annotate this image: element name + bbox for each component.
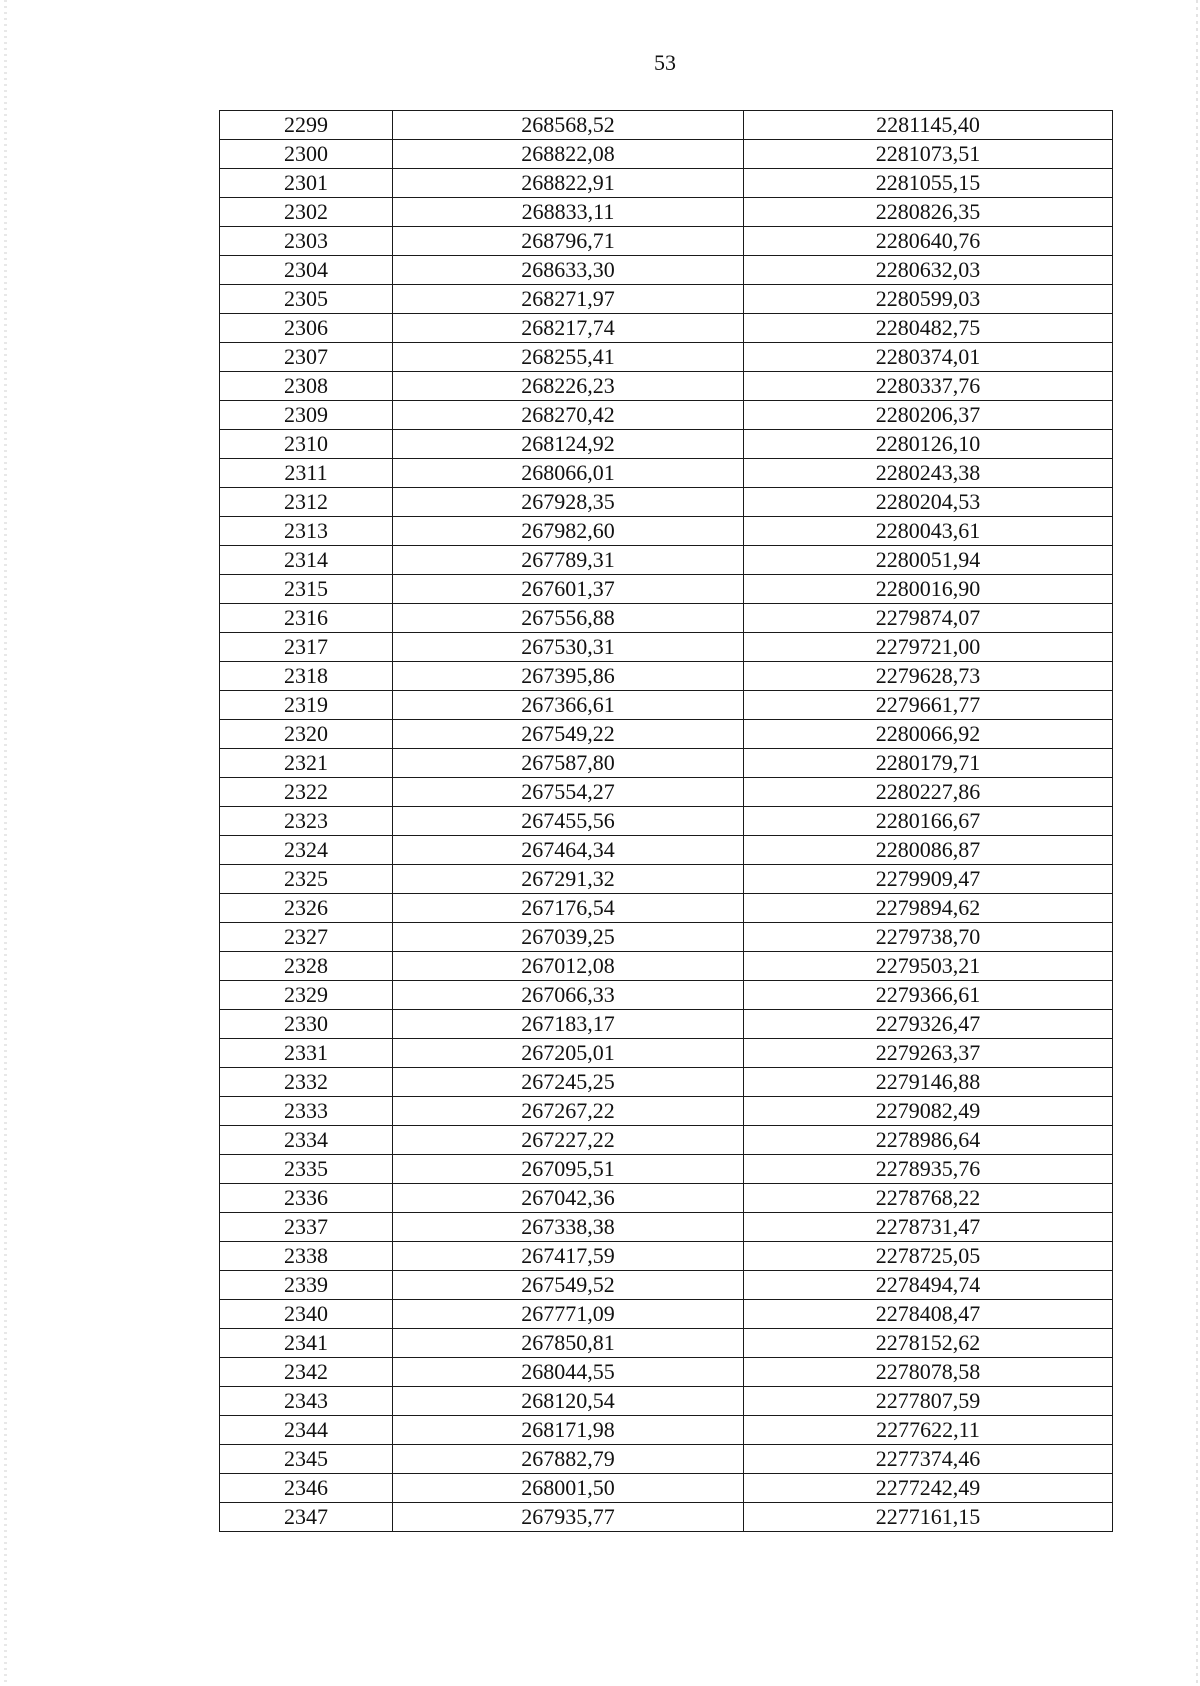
x-coordinate-cell: 268833,11 [393,198,744,227]
point-number-cell: 2317 [220,633,393,662]
table-row [220,459,1113,488]
x-coordinate-cell: 267095,51 [393,1155,744,1184]
y-coordinate-cell: 2279909,47 [744,865,1113,894]
x-coordinate-cell: 267245,25 [393,1068,744,1097]
point-number-cell: 2303 [220,227,393,256]
x-coordinate-cell: 267850,81 [393,1329,744,1358]
y-coordinate-cell: 2280640,76 [744,227,1113,256]
x-coordinate-cell: 267455,56 [393,807,744,836]
x-coordinate-cell: 267601,37 [393,575,744,604]
y-coordinate-cell: 2278408,47 [744,1300,1113,1329]
table-row [220,865,1113,894]
table-row [220,1039,1113,1068]
table-row [220,488,1113,517]
table-row [220,1010,1113,1039]
table-row [220,1213,1113,1242]
table-row [220,778,1113,807]
point-number-cell: 2325 [220,865,393,894]
point-number-cell: 2301 [220,169,393,198]
point-number-cell: 2308 [220,372,393,401]
y-coordinate-cell: 2280126,10 [744,430,1113,459]
table-row [220,923,1113,952]
point-number-cell: 2300 [220,140,393,169]
y-coordinate-cell: 2277622,11 [744,1416,1113,1445]
point-number-cell: 2312 [220,488,393,517]
y-coordinate-cell: 2280227,86 [744,778,1113,807]
x-coordinate-cell: 267982,60 [393,517,744,546]
y-coordinate-cell: 2278768,22 [744,1184,1113,1213]
point-number-cell: 2342 [220,1358,393,1387]
point-number-cell: 2336 [220,1184,393,1213]
point-number-cell: 2324 [220,836,393,865]
table-row [220,111,1113,140]
x-coordinate-cell: 267291,32 [393,865,744,894]
x-coordinate-cell: 267464,34 [393,836,744,865]
point-number-cell: 2307 [220,343,393,372]
x-coordinate-cell: 268124,92 [393,430,744,459]
point-number-cell: 2318 [220,662,393,691]
y-coordinate-cell: 2280051,94 [744,546,1113,575]
x-coordinate-cell: 268822,08 [393,140,744,169]
point-number-cell: 2313 [220,517,393,546]
y-coordinate-cell: 2281055,15 [744,169,1113,198]
x-coordinate-cell: 268171,98 [393,1416,744,1445]
y-coordinate-cell: 2277807,59 [744,1387,1113,1416]
table-row [220,169,1113,198]
table-row [220,140,1113,169]
y-coordinate-cell: 2279738,70 [744,923,1113,952]
point-number-cell: 2311 [220,459,393,488]
y-coordinate-cell: 2279263,37 [744,1039,1113,1068]
x-coordinate-cell: 268633,30 [393,256,744,285]
y-coordinate-cell: 2279503,21 [744,952,1113,981]
y-coordinate-cell: 2279366,61 [744,981,1113,1010]
x-coordinate-cell: 267556,88 [393,604,744,633]
x-coordinate-cell: 267395,86 [393,662,744,691]
x-coordinate-cell: 267587,80 [393,749,744,778]
point-number-cell: 2335 [220,1155,393,1184]
page-number: 53 [654,50,676,75]
x-coordinate-cell: 267012,08 [393,952,744,981]
y-coordinate-cell: 2279326,47 [744,1010,1113,1039]
point-number-cell: 2341 [220,1329,393,1358]
y-coordinate-cell: 2278731,47 [744,1213,1113,1242]
table-row [220,546,1113,575]
point-number-cell: 2329 [220,981,393,1010]
y-coordinate-cell: 2279146,88 [744,1068,1113,1097]
table-row [220,1300,1113,1329]
table-row [220,343,1113,372]
table-row [220,807,1113,836]
y-coordinate-cell: 2280374,01 [744,343,1113,372]
x-coordinate-cell: 268226,23 [393,372,744,401]
scan-edge-left [4,0,7,1686]
point-number-cell: 2338 [220,1242,393,1271]
x-coordinate-cell: 267771,09 [393,1300,744,1329]
y-coordinate-cell: 2280632,03 [744,256,1113,285]
y-coordinate-cell: 2278152,62 [744,1329,1113,1358]
scan-edge-right [1196,0,1198,1686]
point-number-cell: 2299 [220,111,393,140]
table-row [220,1184,1113,1213]
y-coordinate-cell: 2278986,64 [744,1126,1113,1155]
table-row [220,1097,1113,1126]
y-coordinate-cell: 2277374,46 [744,1445,1113,1474]
table-row [220,662,1113,691]
point-number-cell: 2326 [220,894,393,923]
point-number-cell: 2343 [220,1387,393,1416]
point-number-cell: 2309 [220,401,393,430]
x-coordinate-cell: 268120,54 [393,1387,744,1416]
x-coordinate-cell: 268255,41 [393,343,744,372]
table-row [220,1155,1113,1184]
x-coordinate-cell: 267554,27 [393,778,744,807]
point-number-cell: 2339 [220,1271,393,1300]
table-row [220,401,1113,430]
x-coordinate-cell: 267176,54 [393,894,744,923]
x-coordinate-cell: 267882,79 [393,1445,744,1474]
y-coordinate-cell: 2280599,03 [744,285,1113,314]
y-coordinate-cell: 2280337,76 [744,372,1113,401]
point-number-cell: 2305 [220,285,393,314]
x-coordinate-cell: 267042,36 [393,1184,744,1213]
coordinates-table [219,110,1113,1532]
table-row [220,691,1113,720]
table-row [220,227,1113,256]
table-row [220,314,1113,343]
table-row [220,517,1113,546]
y-coordinate-cell: 2277161,15 [744,1503,1113,1532]
x-coordinate-cell: 268044,55 [393,1358,744,1387]
y-coordinate-cell: 2279721,00 [744,633,1113,662]
table-row [220,981,1113,1010]
y-coordinate-cell: 2281145,40 [744,111,1113,140]
x-coordinate-cell: 267227,22 [393,1126,744,1155]
x-coordinate-cell: 267066,33 [393,981,744,1010]
table-row [220,1126,1113,1155]
x-coordinate-cell: 268066,01 [393,459,744,488]
table-row [220,1503,1113,1532]
point-number-cell: 2314 [220,546,393,575]
y-coordinate-cell: 2279894,62 [744,894,1113,923]
x-coordinate-cell: 267366,61 [393,691,744,720]
point-number-cell: 2327 [220,923,393,952]
point-number-cell: 2340 [220,1300,393,1329]
point-number-cell: 2347 [220,1503,393,1532]
point-number-cell: 2328 [220,952,393,981]
x-coordinate-cell: 267205,01 [393,1039,744,1068]
point-number-cell: 2319 [220,691,393,720]
y-coordinate-cell: 2280206,37 [744,401,1113,430]
point-number-cell: 2310 [220,430,393,459]
x-coordinate-cell: 268568,52 [393,111,744,140]
y-coordinate-cell: 2280482,75 [744,314,1113,343]
y-coordinate-cell: 2281073,51 [744,140,1113,169]
point-number-cell: 2332 [220,1068,393,1097]
table-row [220,836,1113,865]
table-row [220,1416,1113,1445]
y-coordinate-cell: 2279661,77 [744,691,1113,720]
table-row [220,1329,1113,1358]
table-row [220,430,1113,459]
x-coordinate-cell: 268270,42 [393,401,744,430]
point-number-cell: 2323 [220,807,393,836]
table-row [220,952,1113,981]
point-number-cell: 2306 [220,314,393,343]
table-row [220,604,1113,633]
x-coordinate-cell: 267183,17 [393,1010,744,1039]
y-coordinate-cell: 2278494,74 [744,1271,1113,1300]
point-number-cell: 2320 [220,720,393,749]
x-coordinate-cell: 267789,31 [393,546,744,575]
x-coordinate-cell: 267935,77 [393,1503,744,1532]
y-coordinate-cell: 2280179,71 [744,749,1113,778]
table-row [220,575,1113,604]
y-coordinate-cell: 2279874,07 [744,604,1113,633]
table-row [220,372,1113,401]
point-number-cell: 2337 [220,1213,393,1242]
x-coordinate-cell: 268271,97 [393,285,744,314]
point-number-cell: 2330 [220,1010,393,1039]
point-number-cell: 2333 [220,1097,393,1126]
x-coordinate-cell: 268796,71 [393,227,744,256]
table-row [220,1445,1113,1474]
y-coordinate-cell: 2280204,53 [744,488,1113,517]
y-coordinate-cell: 2277242,49 [744,1474,1113,1503]
table-row [220,633,1113,662]
table-row [220,256,1113,285]
point-number-cell: 2321 [220,749,393,778]
x-coordinate-cell: 267928,35 [393,488,744,517]
x-coordinate-cell: 267417,59 [393,1242,744,1271]
table-row [220,1387,1113,1416]
point-number-cell: 2304 [220,256,393,285]
point-number-cell: 2346 [220,1474,393,1503]
y-coordinate-cell: 2280043,61 [744,517,1113,546]
point-number-cell: 2344 [220,1416,393,1445]
y-coordinate-cell: 2279082,49 [744,1097,1113,1126]
x-coordinate-cell: 268822,91 [393,169,744,198]
table-row [220,198,1113,227]
coordinates-table-body [220,111,1113,1532]
y-coordinate-cell: 2279628,73 [744,662,1113,691]
x-coordinate-cell: 268001,50 [393,1474,744,1503]
x-coordinate-cell: 267549,22 [393,720,744,749]
table-row [220,1474,1113,1503]
y-coordinate-cell: 2278078,58 [744,1358,1113,1387]
point-number-cell: 2316 [220,604,393,633]
table-row [220,1271,1113,1300]
y-coordinate-cell: 2278935,76 [744,1155,1113,1184]
y-coordinate-cell: 2280166,67 [744,807,1113,836]
x-coordinate-cell: 268217,74 [393,314,744,343]
y-coordinate-cell: 2280086,87 [744,836,1113,865]
table-row [220,1358,1113,1387]
table-row [220,720,1113,749]
table-row [220,749,1113,778]
y-coordinate-cell: 2278725,05 [744,1242,1113,1271]
y-coordinate-cell: 2280243,38 [744,459,1113,488]
point-number-cell: 2302 [220,198,393,227]
table-row [220,894,1113,923]
x-coordinate-cell: 267338,38 [393,1213,744,1242]
x-coordinate-cell: 267549,52 [393,1271,744,1300]
table-row [220,285,1113,314]
y-coordinate-cell: 2280066,92 [744,720,1113,749]
y-coordinate-cell: 2280826,35 [744,198,1113,227]
table-row [220,1242,1113,1271]
x-coordinate-cell: 267039,25 [393,923,744,952]
y-coordinate-cell: 2280016,90 [744,575,1113,604]
point-number-cell: 2322 [220,778,393,807]
point-number-cell: 2331 [220,1039,393,1068]
x-coordinate-cell: 267530,31 [393,633,744,662]
table-row [220,1068,1113,1097]
point-number-cell: 2315 [220,575,393,604]
point-number-cell: 2334 [220,1126,393,1155]
x-coordinate-cell: 267267,22 [393,1097,744,1126]
point-number-cell: 2345 [220,1445,393,1474]
